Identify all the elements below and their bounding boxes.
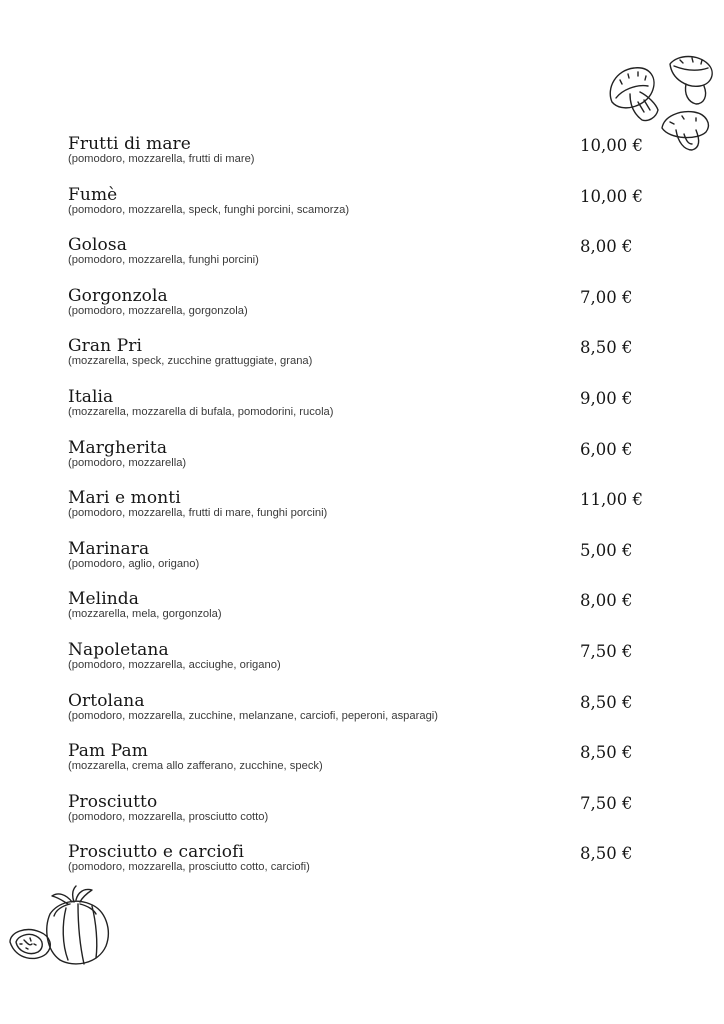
menu-item [68, 589, 658, 640]
item-price: 5,00 € [580, 540, 633, 560]
item-ingredients: (pomodoro, mozzarella, prosciutto cotto, carciofi) [68, 861, 310, 874]
item-price: 8,50 € [580, 743, 633, 763]
item-price: 8,50 € [580, 338, 633, 358]
item-name: Napoletana [68, 639, 169, 660]
item-price: 7,50 € [580, 793, 633, 813]
item-price: 8,00 € [580, 237, 633, 257]
menu-item [68, 387, 658, 438]
item-name: Prosciutto [68, 791, 158, 812]
item-price: 7,50 € [580, 641, 633, 661]
menu-item [68, 286, 658, 337]
item-name: Gran Pri [68, 336, 142, 357]
pizza-menu-list [68, 134, 658, 893]
item-ingredients: (pomodoro, mozzarella, frutti di mare) [68, 153, 255, 165]
item-price: 11,00 € [580, 490, 643, 510]
item-price: 10,00 € [580, 186, 643, 206]
item-ingredients: (pomodoro, mozzarella, acciughe, origano) [68, 658, 281, 671]
menu-item [68, 336, 658, 387]
item-name: Frutti di mare [68, 134, 191, 154]
item-ingredients: (mozzarella, crema allo zafferano, zucchine, speck) [68, 760, 323, 773]
item-price: 8,50 € [580, 844, 633, 864]
item-ingredients: (pomodoro, mozzarella, speck, funghi porcini, scamorza) [68, 203, 350, 216]
menu-item [68, 539, 658, 590]
menu-item [68, 741, 658, 792]
item-price: 7,00 € [580, 287, 633, 307]
menu-item [68, 134, 658, 185]
menu-item [68, 235, 658, 286]
menu-item [68, 185, 658, 236]
item-ingredients: (mozzarella, speck, zucchine grattuggiate, grana) [68, 355, 313, 368]
item-ingredients: (pomodoro, aglio, origano) [68, 557, 200, 570]
item-name: Melinda [68, 589, 140, 610]
item-ingredients: (mozzarella, mela, gorgonzola) [68, 608, 222, 621]
menu-item [68, 438, 658, 489]
item-ingredients: (pomodoro, mozzarella) [68, 456, 187, 469]
menu-item [68, 488, 658, 539]
item-price: 6,00 € [580, 439, 633, 459]
menu-item [68, 691, 658, 742]
item-price: 8,00 € [580, 591, 633, 611]
menu-item [68, 792, 658, 843]
item-price: 9,00 € [580, 388, 633, 408]
item-name: Mari e monti [68, 488, 181, 509]
item-name: Fumè [68, 184, 118, 205]
item-name: Marinara [68, 538, 150, 559]
item-name: Ortolana [68, 690, 145, 711]
menu-item [68, 842, 658, 893]
item-ingredients: (pomodoro, mozzarella, prosciutto cotto) [68, 810, 269, 823]
item-ingredients: (pomodoro, mozzarella, frutti di mare, funghi porcini) [68, 507, 328, 520]
item-price: 10,00 € [580, 136, 643, 155]
item-name: Prosciutto e carciofi [68, 842, 245, 863]
item-name: Margherita [68, 437, 168, 458]
item-ingredients: (pomodoro, mozzarella, gorgonzola) [68, 304, 248, 317]
item-name: Gorgonzola [68, 285, 168, 306]
item-name: Pam Pam [68, 741, 148, 762]
item-name: Golosa [68, 235, 127, 256]
item-ingredients: (pomodoro, mozzarella, zucchine, melanzane, carciofi, peperoni, asparagi) [68, 709, 438, 722]
item-ingredients: (mozzarella, mozzarella di bufala, pomodorini, rucola) [68, 405, 334, 418]
item-name: Italia [68, 386, 114, 407]
menu-item [68, 640, 658, 691]
tomato-illustration [6, 884, 116, 974]
item-ingredients: (pomodoro, mozzarella, funghi porcini) [68, 254, 259, 267]
item-price: 8,50 € [580, 692, 633, 712]
